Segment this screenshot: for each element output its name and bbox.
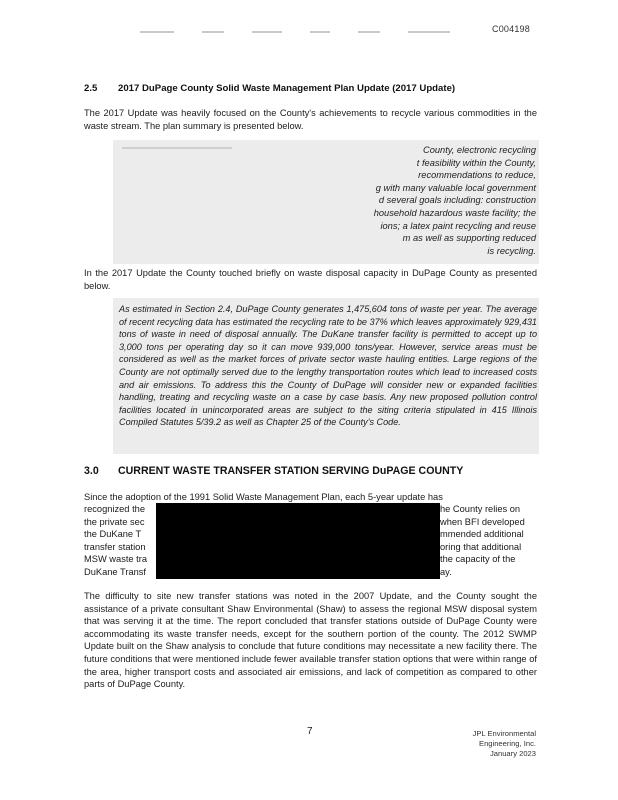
- partial-line: County, electronic recycling: [423, 145, 536, 155]
- redaction-block: [156, 503, 440, 579]
- disposal-capacity-intro: In the 2017 Update the County touched briefly on waste disposal capacity in DuPage County as presented below.: [84, 268, 537, 291]
- fragment: when BFI developed: [440, 516, 525, 527]
- redacted-right-fragments: [440, 503, 537, 579]
- fragment: DuKane Transf: [84, 566, 147, 577]
- partial-line: ions; a latex paint recycling and reuse: [380, 220, 536, 231]
- partial-line: is recycling.: [487, 245, 536, 256]
- document-id: C004198: [492, 24, 530, 34]
- plan-summary-partial-text: [330, 144, 536, 257]
- header-faint-text: [140, 29, 470, 35]
- fragment: the DuKane T: [84, 529, 142, 540]
- redacted-left-fragments: [84, 503, 164, 579]
- partial-line: recommendations to reduce,: [418, 170, 536, 181]
- partial-line: g with many valuable local government: [375, 182, 536, 193]
- footer-date: January 2023: [489, 749, 536, 758]
- fragment: oring that additional: [440, 541, 522, 552]
- footer-block: [440, 729, 536, 759]
- section-title: 2017 DuPage County Solid Waste Management Plan Update (2017 Update): [118, 83, 456, 94]
- disposal-capacity-quote: As estimated in Section 2.4, DuPage County generates 1,475,604 tons of waste per year. The average of recent recycling data has estimated the recycling rate to be 37% which leaves approximately 929,431 tons of waste in need of disposal annually. The DuKane transfer facility is permitted to accept up to 3,000 tons per operating day so it can move 939,000 tons/year. However, service areas must be considered as well as the market forces of private sector waste hauling entities. Large regions of the County are not optimally served due to the lengthy transportation routes which lead to increased costs and air emissions. To address this the County of DuPage will consider new or expanded facilities handling, treating and recycling waste on a case by case basis. Any new proposed pollution control facilities located in unincorporated areas are subject to the siting criteria stipulated in 415 Illinois Compiled Statutes 5/39.2 as well as Chapter 25 of the County's Code.: [119, 304, 537, 428]
- fragment: MSW waste tra: [84, 554, 148, 565]
- section-number: 3.0: [84, 465, 99, 477]
- fragment: the private sec: [84, 516, 145, 527]
- partial-line: t feasibility within the County,: [416, 157, 536, 168]
- difficulty-paragraph: The difficulty to site new transfer stations was noted in the 2007 Update, and the County sought the assistance of a private consultant Shaw Environmental (Shaw) to assess the regional MSW disposal system that was serving it at the time. The report concluded that transfer stations outside of DuPage County were accommodating its waste transfer needs, except for the southern portion of the county. The 2012 SWMP Update built on the Shaw analysis to conclude that future conditions may necessitate a new facility there. The future conditions that were mentioned include fewer available transfer station options that were within range of the area, higher transport costs and associated air emissions, and lack of competition as compared to other parts of DuPage County.: [84, 591, 537, 690]
- partial-line: m as well as supporting reduced: [402, 233, 536, 244]
- redacted-para-first-line: Since the adoption of the 1991 Solid Waste Management Plan, each 5-year update has: [84, 492, 443, 502]
- fragment: mmended additional: [440, 529, 524, 540]
- section-3-0-heading: [84, 465, 544, 477]
- fragment: recognized the: [84, 504, 145, 514]
- fragment: transfer station: [84, 541, 146, 552]
- footer-company: JPL Environmental Engineering, Inc.: [472, 729, 536, 748]
- obscured-text-line: [122, 147, 232, 149]
- fragment: he County relies on: [440, 504, 521, 514]
- section-title: CURRENT WASTE TRANSFER STATION SERVING DuPAGE COUNTY: [118, 465, 464, 477]
- page-number: 7: [307, 726, 313, 737]
- section-number: 2.5: [84, 83, 98, 94]
- partial-line: d several goals including: construction: [378, 195, 536, 206]
- fragment: the capacity of the: [440, 554, 516, 565]
- section-2-5-heading: [84, 83, 544, 94]
- fragment: ay.: [440, 566, 452, 577]
- section-2-5-intro: The 2017 Update was heavily focused on the County's achievements to recycle various commodities in the waste stream. The plan summary is presented below.: [84, 108, 537, 131]
- partial-line: household hazardous waste facility; the: [373, 207, 536, 218]
